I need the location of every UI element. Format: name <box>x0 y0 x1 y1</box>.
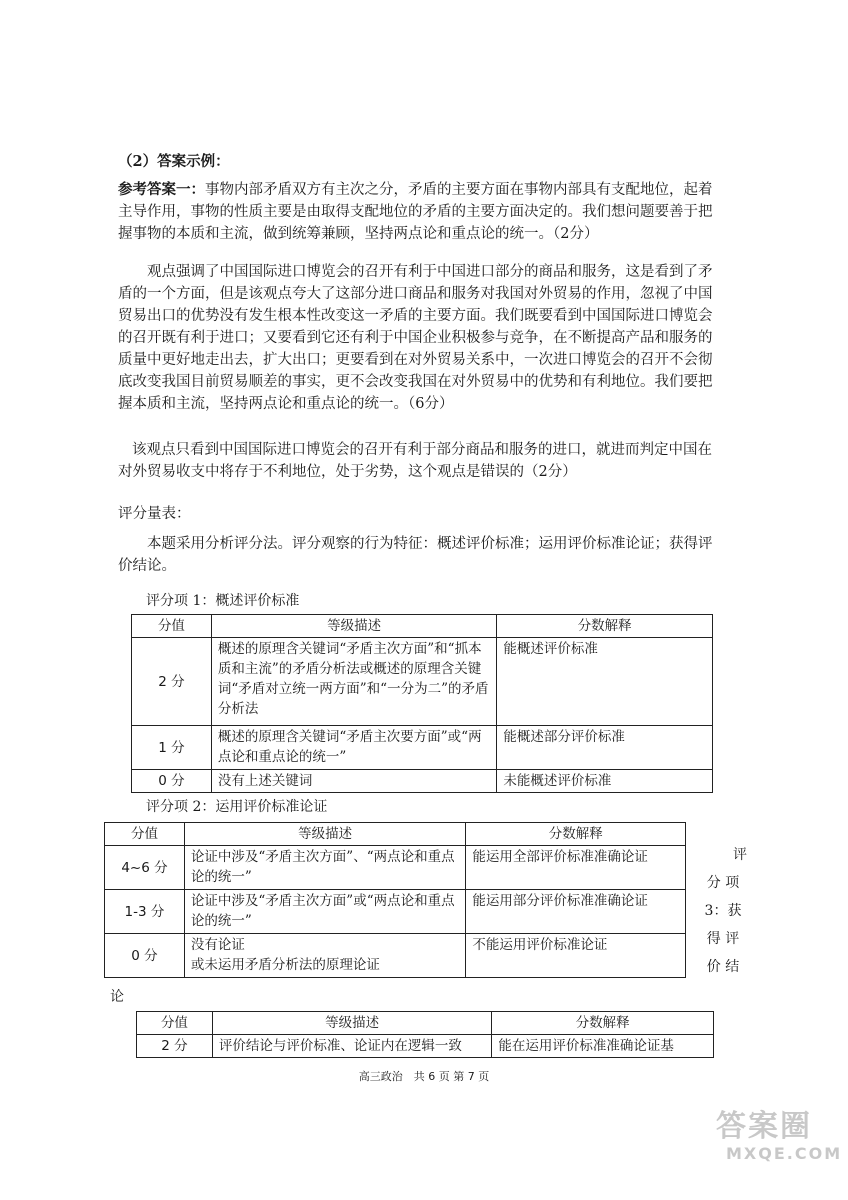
item1-label: 评分项 1：概述评价标准 <box>146 593 300 609</box>
table-row <box>105 846 686 890</box>
reference-answer-label: 参考答案一： <box>118 181 205 198</box>
level-cell: 评价结论与评价标准、论证内在逻辑一致 <box>212 1035 492 1058</box>
header-level: 等级描述 <box>184 823 466 846</box>
header-score: 分值 <box>137 1012 213 1035</box>
score-cell: 1-3 分 <box>105 890 185 934</box>
item3-label-line: 评 <box>733 847 747 863</box>
level-cell: 没有论证 或未运用矛盾分析法的原理论证 <box>184 934 466 978</box>
level-cell: 论证中涉及“矛盾主次方面”或“两点论和重点论的统一” <box>184 890 466 934</box>
rubric-intro: 本题采用分析评分法。评分观察的行为特征：概述评价标准；运用评价标准论证；获得评价结论。 <box>118 536 713 574</box>
explain-cell: 能在运用评价标准准确论证基 <box>492 1035 714 1058</box>
section-title: （2）答案示例： <box>118 153 230 170</box>
item3-label-tail: 论 <box>110 989 124 1005</box>
table-row <box>105 934 686 978</box>
analysis-paragraph: 观点强调了中国国际进口博览会的召开有利于中国进口部分的商品和服务，这是看到了矛盾的一个方面，但是该观点夸大了这部分进口商品和服务对我国对外贸易的作用，忽视了中国贸易出口的优势没有发生根本性改变这一矛盾的主要方面。我们既要看到中国国际进口博览会的召开既有利于进口；又要看到它还有利于中国企业积极参与竞争，在不断提高产品和服务的质量中更好地走出去，扩大出口；更要看到在对外贸易关系中，一次进口博览会的召开不会彻底改变我国目前贸易顺差的事实，更不会改变我国在对外贸易中的优势和有利地位。我们要把握本质和主流，坚持两点论和重点论的统一。（6分） <box>118 264 713 412</box>
level-cell: 概述的原理含关键词“矛盾主次方面”和“抓本质和主流”的矛盾分析法或概述的原理含关键词“矛盾对立统一两方面”和“一分为二”的矛盾分析法 <box>211 638 497 726</box>
table-header-row <box>137 1012 714 1035</box>
score-cell: 1 分 <box>132 726 212 770</box>
reference-answer-text: 事物内部矛盾双方有主次之分，矛盾的主要方面在事物内部具有支配地位，起着主导作用，事物的性质主要是由取得支配地位的矛盾的主要方面决定的。我们想问题要善于把握事物的本质和主流，做到统筹兼顾，坚持两点论和重点论的统一。（2分） <box>118 182 713 242</box>
table-row <box>132 726 713 770</box>
explain-cell: 能运用全部评价标准准确论证 <box>466 846 686 890</box>
table-row <box>137 1035 714 1058</box>
score-cell: 0 分 <box>132 770 212 793</box>
header-explain: 分数解释 <box>492 1012 714 1035</box>
item3-label-line: 价 结 <box>706 959 740 975</box>
level-cell: 概述的原理含关键词“矛盾主次要方面”或“两点论和重点论的统一” <box>211 726 497 770</box>
item3-table <box>136 1011 714 1058</box>
table-row <box>132 638 713 726</box>
explain-cell: 能概述评价标准 <box>497 638 713 726</box>
watermark-domain: MXQE.COM <box>726 1144 843 1163</box>
watermark-logo <box>716 1110 842 1163</box>
header-explain: 分数解释 <box>497 615 713 638</box>
level-cell: 没有上述关键词 <box>211 770 497 793</box>
table-header-row <box>105 823 686 846</box>
conclusion-paragraph: 该观点只看到中国国际进口博览会的召开有利于部分商品和服务的进口，就进而判定中国在对外贸易收支中将存于不利地位，处于劣势，这个观点是错误的（2分） <box>118 442 712 480</box>
explain-cell: 不能运用评价标准论证 <box>466 934 686 978</box>
table-header-row <box>132 615 713 638</box>
explain-cell: 未能概述评价标准 <box>497 770 713 793</box>
item3-label-line: 分 项 <box>706 875 740 891</box>
item2-label: 评分项 2：运用评价标准论证 <box>146 799 328 815</box>
explain-cell: 能运用部分评价标准准确论证 <box>466 890 686 934</box>
score-cell: 4~6 分 <box>105 846 185 890</box>
header-level: 等级描述 <box>212 1012 492 1035</box>
item1-table <box>131 614 713 793</box>
item3-label-line: 得 评 <box>706 931 740 947</box>
reference-answer-one <box>118 179 718 245</box>
page-footer: 高三政治 共 6 页 第 7 页 <box>358 1070 490 1083</box>
header-score: 分值 <box>105 823 185 846</box>
header-explain: 分数解释 <box>466 823 686 846</box>
table-row <box>132 770 713 793</box>
rubric-heading: 评分量表： <box>118 506 191 522</box>
header-score: 分值 <box>132 615 212 638</box>
table-row <box>105 890 686 934</box>
level-cell: 论证中涉及“矛盾主次方面”、“两点论和重点论的统一” <box>184 846 466 890</box>
explain-cell: 能概述部分评价标准 <box>497 726 713 770</box>
score-cell: 2 分 <box>137 1035 213 1058</box>
score-cell: 0 分 <box>105 934 185 978</box>
item3-label-line: 3：获 <box>704 903 742 919</box>
header-level: 等级描述 <box>211 615 497 638</box>
item2-table <box>104 822 686 978</box>
watermark-text: 答案圈 <box>716 1109 812 1144</box>
score-cell: 2 分 <box>132 638 212 726</box>
